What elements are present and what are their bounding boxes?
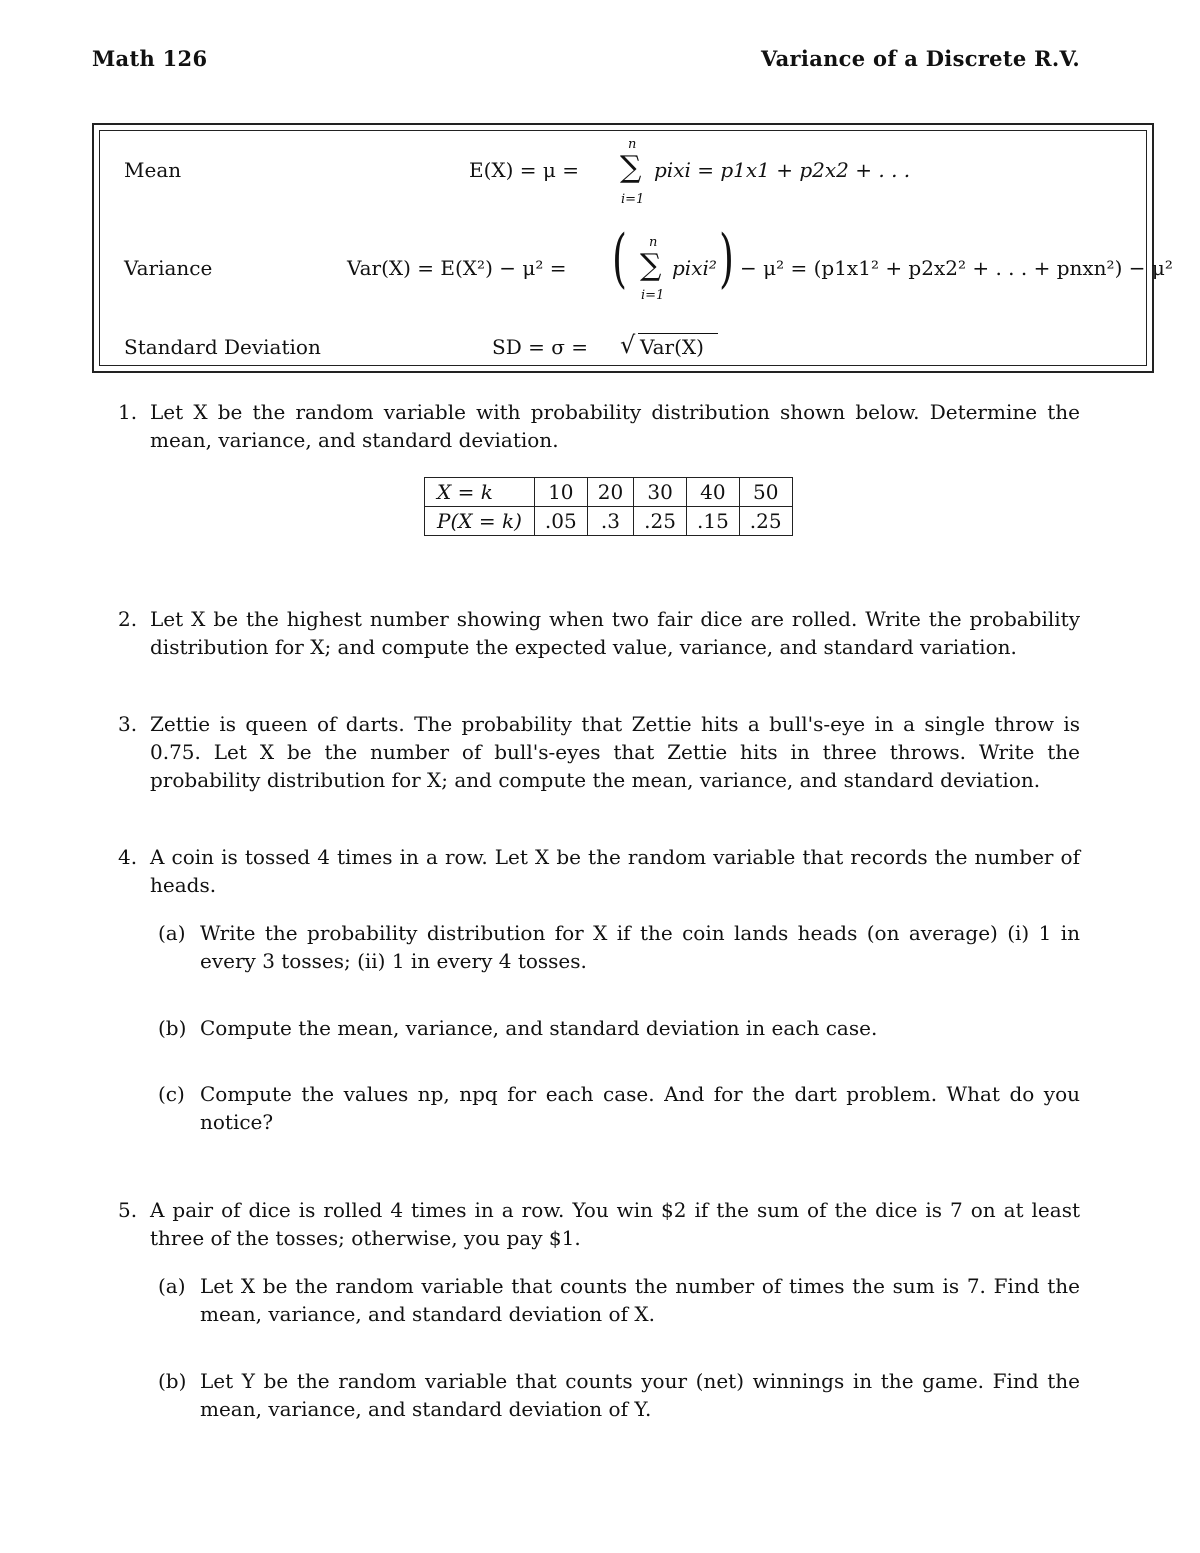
table-cell: 10: [534, 478, 587, 507]
question-4: [118, 843, 1080, 899]
probability-distribution-table: [424, 477, 793, 536]
table-row: [425, 507, 793, 536]
part-text: Write the probability distribution for X if the coin lands heads (on average) (i) 1 in every 3 tosses; (ii) 1 in every 4 tosses.: [200, 921, 1080, 973]
table-row-label: P(X = k): [425, 507, 535, 536]
table-cell: .05: [534, 507, 587, 536]
part-text: Compute the values np, npq for each case. And for the dart problem. What do you notice?: [200, 1082, 1080, 1134]
part-label: (c): [158, 1082, 185, 1106]
question-3: [118, 710, 1080, 794]
question-text: Zettie is queen of darts. The probability that Zettie hits a bull's-eye in a single throw is 0.75. Let X be the number of bull's-eyes that Zettie hits in three throws. Write the probability distribution for X; and compute the mean, variance, and standard deviation.: [150, 712, 1080, 792]
part-text: Compute the mean, variance, and standard deviation in each case.: [200, 1016, 878, 1040]
question-number: 5.: [118, 1198, 138, 1222]
sd-rhs: Var(X): [640, 335, 704, 359]
part-label: (a): [158, 1274, 186, 1298]
definitions-box: [92, 123, 1173, 373]
sd-label: Standard Deviation: [124, 335, 321, 359]
variance-lhs: Var(X) = E(X²) − μ² =: [347, 256, 567, 280]
question-5: [118, 1196, 1080, 1252]
question-5-part-b: [158, 1367, 1080, 1423]
variance-sum-upper: n: [649, 235, 658, 250]
question-number: 4.: [118, 845, 138, 869]
mean-sum-symbol: ∑: [620, 150, 642, 185]
question-text: Let X be the random variable with probability distribution shown below. Determine the mean, variance, and standard deviation.: [150, 400, 1080, 452]
variance-label: Variance: [124, 256, 213, 280]
question-number: 3.: [118, 712, 138, 736]
table-cell: .25: [634, 507, 687, 536]
part-text: Let Y be the random variable that counts your (net) winnings in the game. Find the mean, variance, and standard deviation of Y.: [200, 1369, 1080, 1421]
course-title: Math 126: [92, 46, 208, 71]
question-1: [118, 398, 1080, 454]
table-row-label: X = k: [425, 478, 535, 507]
mean-rhs: pixi = p1x1 + p2x2 + . . .: [654, 158, 911, 182]
table-cell: 50: [739, 478, 792, 507]
part-label: (a): [158, 921, 186, 945]
question-text: Let X be the highest number showing when two fair dice are rolled. Write the probability distribution for X; and compute the expected value, variance, and standard variation.: [150, 607, 1080, 659]
mean-sum-lower: i=1: [621, 192, 645, 207]
table-cell: 40: [686, 478, 739, 507]
table-cell: 30: [634, 478, 687, 507]
question-4-part-b: [158, 1014, 1080, 1042]
question-number: 2.: [118, 607, 138, 631]
question-4-part-c: [158, 1080, 1080, 1136]
mean-lhs: E(X) = μ =: [469, 158, 580, 182]
part-label: (b): [158, 1369, 187, 1393]
variance-left-paren: (: [611, 222, 627, 296]
table-cell: .25: [739, 507, 792, 536]
sd-lhs: SD = σ =: [492, 335, 588, 359]
mean-sum-upper: n: [628, 137, 637, 152]
table-cell: .15: [686, 507, 739, 536]
mean-label: Mean: [124, 158, 182, 182]
table-row: [425, 478, 793, 507]
variance-rhs: − μ² = (p1x1² + p2x2² + . . . + pnxn²) − μ²: [740, 256, 1173, 280]
question-text: A pair of dice is rolled 4 times in a row. You win $2 if the sum of the dice is 7 on at least three of the tosses; otherwise, you pay $1.: [150, 1198, 1080, 1250]
topic-title: Variance of a Discrete R.V.: [760, 46, 1080, 71]
sqrt-symbol: √: [620, 331, 636, 359]
question-2: [118, 605, 1080, 661]
question-4-part-a: [158, 919, 1080, 975]
variance-right-paren: ): [718, 222, 734, 296]
question-text: A coin is tossed 4 times in a row. Let X be the random variable that records the number of heads.: [150, 845, 1080, 897]
part-text: Let X be the random variable that counts the number of times the sum is 7. Find the mean, variance, and standard deviation of X.: [200, 1274, 1080, 1326]
table-cell: 20: [587, 478, 633, 507]
part-label: (b): [158, 1016, 187, 1040]
variance-inner-term: pixi²: [672, 256, 717, 280]
question-5-part-a: [158, 1272, 1080, 1328]
sqrt-bar: [638, 333, 718, 334]
table-cell: .3: [587, 507, 633, 536]
question-number: 1.: [118, 400, 138, 424]
variance-sum-lower: i=1: [641, 288, 665, 303]
variance-sum-symbol: ∑: [640, 248, 662, 283]
